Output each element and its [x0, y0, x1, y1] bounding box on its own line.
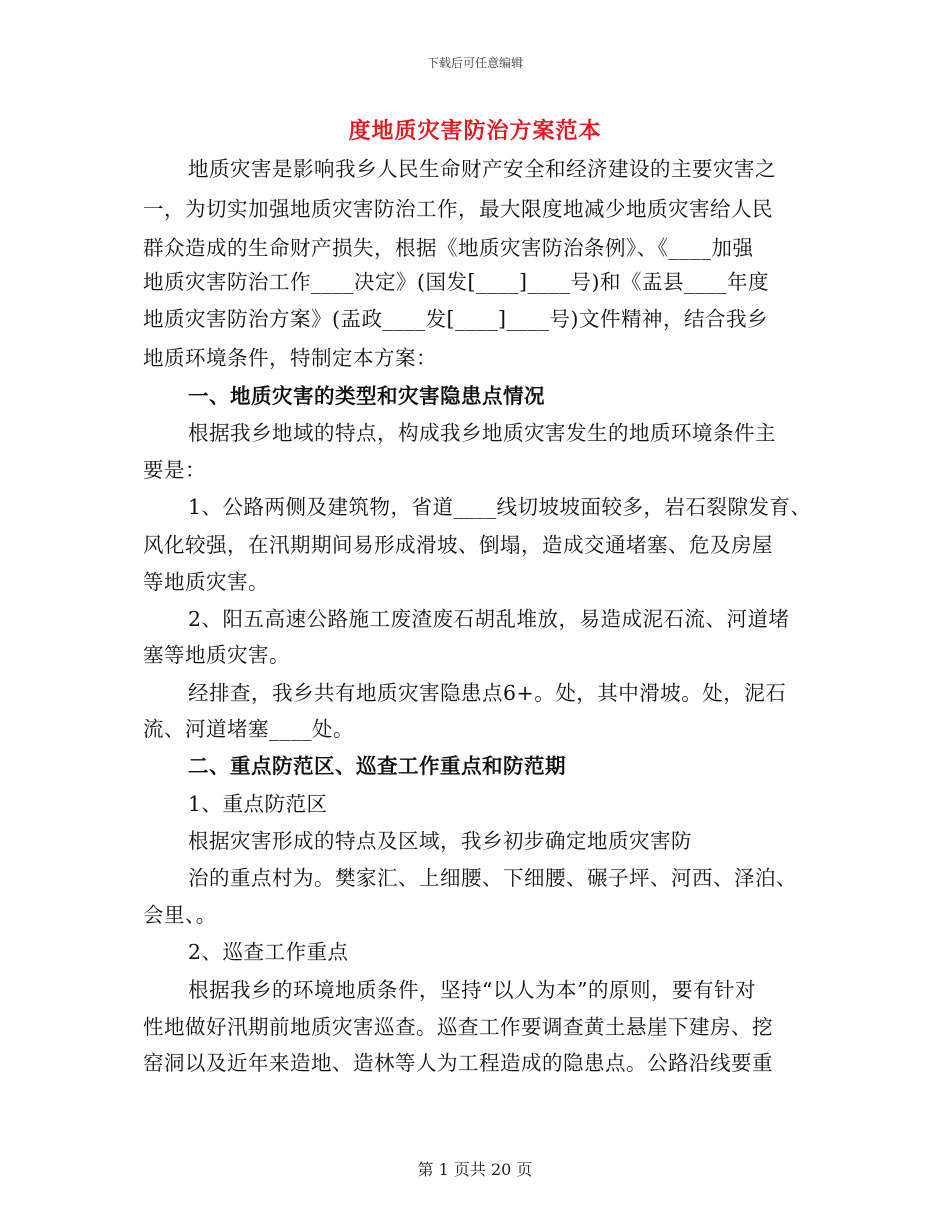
paragraph-line: 风化较强，在汛期期间易形成滑坡、倒塌，造成交通堵塞、危及房屋 — [143, 533, 773, 557]
paragraph-line: 根据我乡地域的特点，构成我乡地质灾害发生的地质环境条件主 — [188, 421, 776, 445]
paragraph-line: 会里、。 — [143, 903, 217, 927]
document-title: 度地质灾害防治方案范本 — [348, 118, 602, 144]
paragraph-line: 窑洞以及近年来造地、造林等人为工程造成的隐患点。公路沿线要重 — [143, 1051, 773, 1075]
paragraph-line: 要是： — [143, 458, 206, 482]
paragraph-line: 群众造成的生命财产损失，根据《地质灾害防治条例》、《____加强 — [143, 236, 754, 260]
paragraph-line: 地质灾害防治工作____决定》(国发[____]____号)和《盂县____年度 — [143, 270, 769, 294]
page-footer: 第 1 页共 20 页 — [417, 1160, 533, 1179]
paragraph-line: 1、公路两侧及建筑物，省道____线切坡坡面较多，岩石裂隙发育、 — [188, 495, 812, 519]
paragraph-line: 性地做好汛期前地质灾害巡查。巡查工作要调查黄土悬崖下建房、挖 — [143, 1015, 773, 1039]
paragraph-line: 地质灾害防治方案》(盂政____发[____]____号)文件精神，结合我乡 — [143, 307, 768, 331]
paragraph-line: 2、阳五高速公路施工废渣废石胡乱堆放，易造成泥石流、河道堵 — [188, 607, 790, 631]
subsection-heading: 1、重点防范区 — [188, 792, 328, 816]
section-heading: 一、地质灾害的类型和灾害隐患点情况 — [188, 384, 545, 408]
paragraph-line: 治的重点村为。樊家汇、上细腰、下细腰、碾子坪、河西、泽泊、 — [188, 866, 797, 890]
paragraph-line: 一，为切实加强地质灾害防治工作，最大限度地减少地质灾害给人民 — [143, 197, 773, 221]
paragraph-line: 塞等地质灾害。 — [143, 643, 290, 667]
paragraph-line: 根据我乡的环境地质条件，坚持“以人为本”的原则，要有针对 — [188, 978, 756, 1002]
paragraph-line: 等地质灾害。 — [143, 570, 269, 594]
paragraph-line: 流、河道堵塞____处。 — [143, 717, 354, 741]
paragraph-line: 经排查，我乡共有地质灾害隐患点6+。处，其中滑坡。处，泥石 — [188, 681, 787, 705]
subsection-heading: 2、巡查工作重点 — [188, 940, 349, 964]
paragraph-line: 地质灾害是影响我乡人民生命财产安全和经济建设的主要灾害之 — [188, 157, 776, 181]
paragraph-line: 地质环境条件，特制定本方案： — [143, 346, 437, 370]
paragraph-line: 根据灾害形成的特点及区域，我乡初步确定地质灾害防 — [188, 829, 692, 853]
section-heading: 二、重点防范区、巡查工作重点和防范期 — [188, 754, 566, 778]
header-note: 下载后可任意编辑 — [426, 56, 523, 70]
